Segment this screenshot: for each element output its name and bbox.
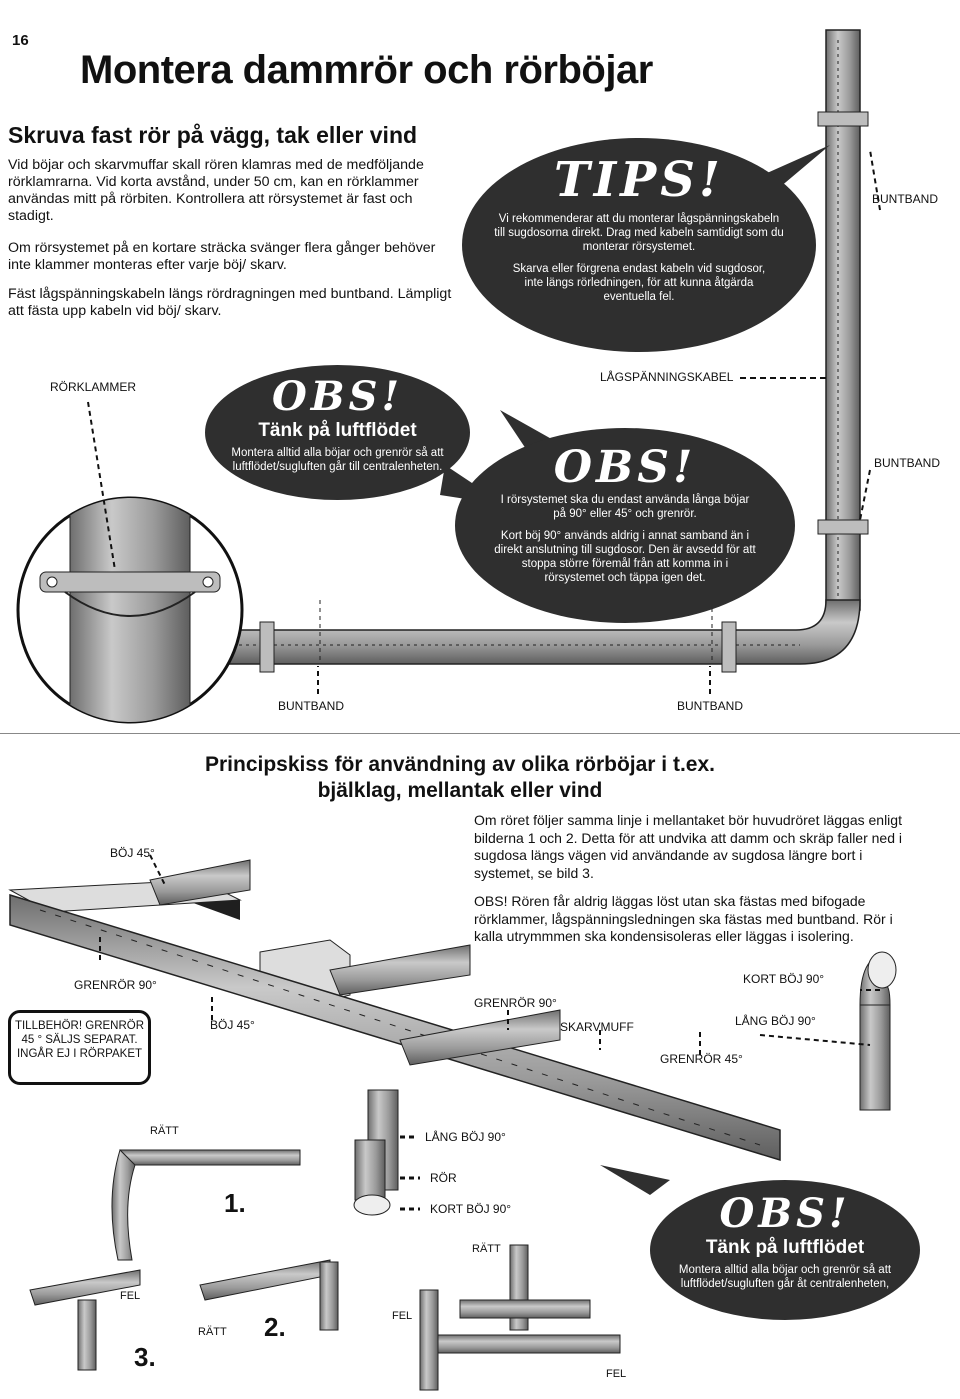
obs-subheading: Tänk på luftflödet [258, 420, 417, 441]
section-divider [0, 733, 960, 734]
label-boj45: BÖJ 45° [210, 1018, 255, 1032]
obs-subheading: Tänk på luftflödet [705, 1237, 865, 1258]
figure-1-pipes [112, 1150, 300, 1260]
obs-text: Montera alltid alla böjar och grenrör så att luftflödet/sugluften går till centralenheten. [231, 447, 444, 473]
label-fel: FEL [120, 1290, 141, 1302]
obs-text: Montera alltid alla böjar och grenrör så att luftflödet/sugluften går åt centralenheten, [678, 1264, 892, 1290]
obs-heading: OBS! [553, 442, 697, 493]
paragraph-bends: Om rörsystemet på en kortare sträcka svänger flera gånger behöver inte klammer monteras efter varje böj/ skarv. [8, 240, 436, 273]
page-number: 16 [12, 32, 29, 49]
label-kort-boj90: KORT BÖJ 90° [743, 972, 825, 986]
tips-text-2: Skarva eller förgrena endast kabeln vid sugdosor, inte längs rörledningen, för att kunna åtgärda eventuella fel. [512, 263, 766, 303]
label-buntband: BUNTBAND [278, 699, 345, 713]
label-fel: FEL [606, 1368, 627, 1380]
figure-3-pipes [30, 1270, 140, 1370]
label-ratt: RÄTT [150, 1125, 179, 1137]
obs-bubble-airflow [205, 365, 470, 500]
section2-title-line1: Principskiss för användning av olika rörböjar i t.ex. [205, 753, 715, 776]
label-skarvmuff: SKARVMUFF [560, 1020, 634, 1034]
accessory-note: TILLBEHÖR! GRENRÖR 45 ° SÄLJS SEPARAT. INGÅR EJ I RÖRPAKET [8, 1010, 151, 1085]
label-ratt: RÄTT [472, 1243, 501, 1255]
label-fel: FEL [392, 1310, 413, 1322]
label-buntband: BUNTBAND [677, 699, 744, 713]
obs-bubble-bends [455, 428, 795, 623]
tips-bubble [462, 138, 816, 352]
label-ror: RÖR [430, 1171, 457, 1185]
tips-heading: TIPS! [554, 152, 724, 208]
page-title: Montera dammrör och rörböjar [80, 48, 653, 92]
paragraph-principle: Om röret följer samma linje i mellantaket bör huvudröret läggas enligt bilderna 1 och 2. Detta för att undvika att damm och skräp faller ned i sugdosa längs vägen vid användande av sugdosa längre bort i systemet, se bild 3. [474, 812, 903, 881]
label-kort-boj90: KORT BÖJ 90° [430, 1202, 512, 1216]
label-lang-boj90: LÅNG BÖJ 90° [735, 1014, 816, 1028]
figure-number-1: 1. [224, 1188, 246, 1218]
clamp-top [818, 112, 868, 126]
section-heading: Skruva fast rör på vägg, tak eller vind [8, 122, 418, 148]
clamp-mid [818, 520, 868, 534]
label-boj45: BÖJ 45° [110, 846, 155, 860]
obs-heading: OBS! [271, 373, 404, 420]
obs-text-1: I rörsystemet ska du endast använda långa böjar på 90° eller 45° och grenrör. [500, 494, 750, 520]
obs-text-2: Kort böj 90° används aldrig i annat samband än i direkt anslutning till sugdosor. Den är avsedd för att stoppa större föremål från att komma in i rörsystemet och täppa igen det. [494, 530, 756, 584]
paragraph-obs: OBS! Rören får aldrig läggas löst utan ska fästas med bifogade rörklammer, lågspänningsledningen ska fästas med buntband. Rör i kalla utrymmmen ska kondensisoleras eller läggas i isolering. [474, 893, 893, 944]
label-buntband: BUNTBAND [872, 192, 939, 206]
label-lang-boj90: LÅNG BÖJ 90° [425, 1130, 506, 1144]
label-grenror90: GRENRÖR 90° [74, 978, 157, 992]
right-bottom-fittings [420, 1245, 620, 1390]
label-ratt: RÄTT [198, 1326, 227, 1338]
tips-text-1: Vi rekommenderar att du monterar lågspänningskabeln till sugdosorna direkt. Drag med kabeln samtidigt som du monterar rörsystemet. [494, 213, 784, 253]
obs-heading: OBS! [719, 1190, 851, 1237]
paragraph-cable: Fäst lågspänningskabeln längs rördragningen med buntband. Lämpligt att fästa upp kabeln vid böj/ skarv. [8, 286, 452, 319]
paragraph-clamps: Vid böjar och skarvmuffar skall rören klamras med de medföljande rörklamrarna. Vid korta avstånd, under 50 cm, kan en rörklammer användas mitt på rörbiten. Kontrollera att rörsystemet är fast och stadigt. [8, 157, 424, 224]
figure-number-3: 3. [134, 1342, 156, 1372]
label-grenror45: GRENRÖR 45° [660, 1052, 743, 1066]
figure-number-2: 2. [264, 1312, 286, 1342]
label-rorklammer: RÖRKLAMMER [50, 380, 137, 394]
label-buntband: BUNTBAND [874, 456, 941, 470]
obs-bubble-airflow-bottom [650, 1180, 920, 1320]
label-grenror90: GRENRÖR 90° [474, 996, 557, 1010]
section2-title [0, 752, 900, 804]
label-lagspanningskabel: LÅGSPÄNNINGSKABEL [600, 370, 734, 384]
section2-title-line2: bjälklag, mellantak eller vind [317, 779, 603, 802]
